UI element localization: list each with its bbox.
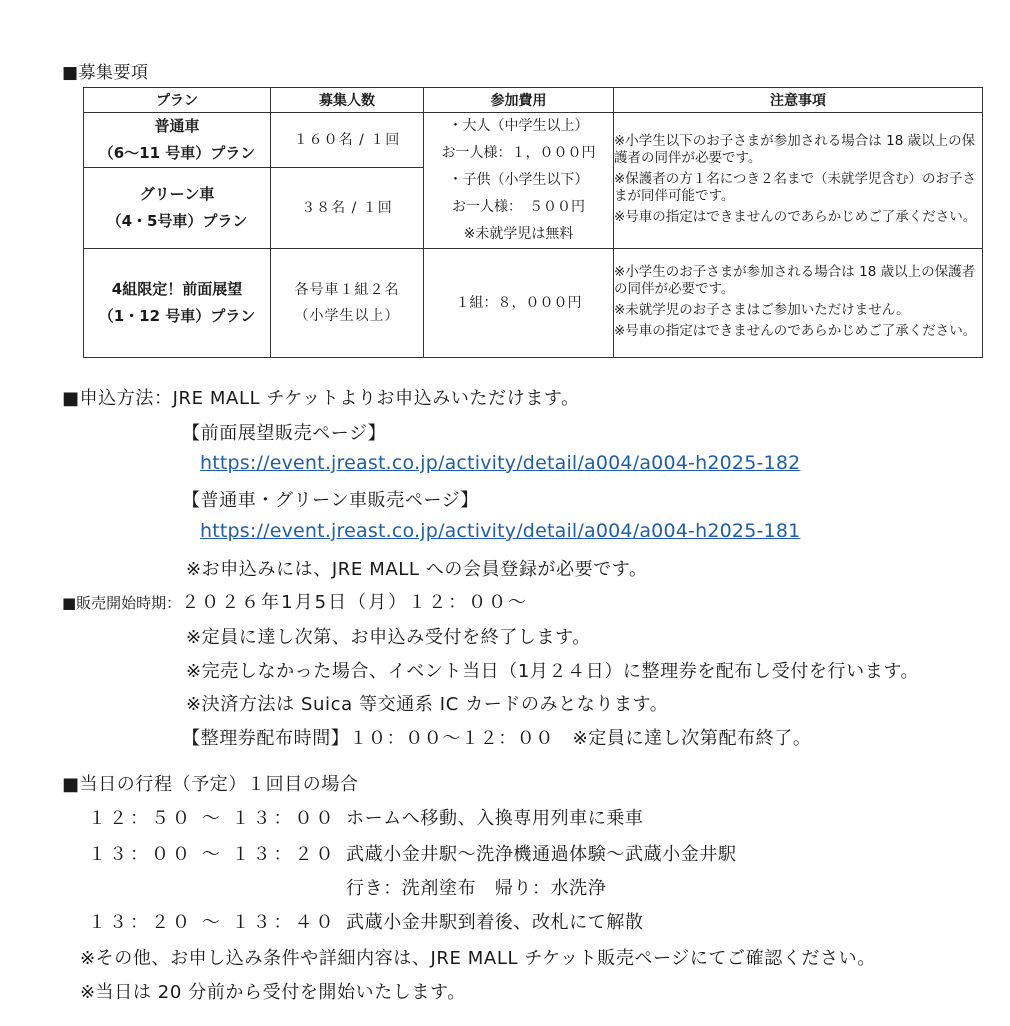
sales-heading <box>62 588 528 614</box>
table-row <box>84 113 983 168</box>
note-item: ※号車の指定はできませんのであらかじめご了承ください。 <box>614 209 977 225</box>
sales-heading-label: ■販売開始時期： <box>62 594 182 612</box>
schedule-desc: ホームへ移動、入換専用列車に乗車 <box>346 808 644 829</box>
plan-cell <box>84 113 271 168</box>
schedule-desc-detail: 行き：洗剤塗布 帰り：水洗浄 <box>346 878 607 899</box>
count-line: （小学生以上） <box>294 308 400 324</box>
fee-child-label: ・子供（小学生以下） <box>448 172 589 188</box>
column-header: 注意事項 <box>614 88 983 113</box>
schedule-time: １２：５０ ～ １３：００ <box>88 808 337 829</box>
count-line: 各号車１組２名 <box>294 282 400 298</box>
fee-note: ※未就学児は無料 <box>463 226 574 242</box>
column-header: 募集人数 <box>271 88 424 113</box>
front-view-page-label: 【前面展望販売ページ】 <box>182 423 387 444</box>
fee-child-price: お一人様： ５００円 <box>452 199 585 215</box>
fee-cell: １組：８，０００円 <box>424 249 614 358</box>
plan-name: 普通車 <box>154 117 200 136</box>
sales-note: ※決済方法は Suica 等交通系 IC カードのみとなります。 <box>186 694 669 715</box>
membership-note: ※お申込みには、JRE MALL への会員登録が必要です。 <box>186 559 648 580</box>
fee-cell <box>424 113 614 249</box>
application-heading: ■申込方法：JRE MALL チケットよりお申込みいただけます。 <box>62 388 580 409</box>
ticket-distribution-time: 【整理券配布時間】１０：００～１２：００ ※定員に達し次第配布終了。 <box>182 728 812 749</box>
note-item: ※小学生のお子さまが参加される場合は 18 歳以上の保護者の同伴が必要です。 <box>614 264 976 297</box>
fee-adult-price: お一人様：１，０００円 <box>441 145 596 161</box>
plan-cars: （6～11 号車）プラン <box>98 144 256 163</box>
column-header: プラン <box>84 88 271 113</box>
note-item: ※号車の指定はできませんのであらかじめご了承ください。 <box>614 323 977 339</box>
schedule-time: １３：００ ～ １３：２０ <box>88 844 337 865</box>
count-cell: ３８名 / １回 <box>271 168 424 249</box>
plan-cars: （4・5号車）プラン <box>106 212 248 231</box>
notes-cell <box>614 113 983 249</box>
column-header: 参加費用 <box>424 88 614 113</box>
plan-cell <box>84 168 271 249</box>
schedule-desc: 武蔵小金井駅到着後、改札にて解散 <box>346 912 644 933</box>
count-cell <box>271 249 424 358</box>
table-row <box>84 249 983 358</box>
table-header-row <box>84 88 983 113</box>
schedule-desc: 武蔵小金井駅～洗浄機通過体験～武蔵小金井駅 <box>346 844 737 865</box>
front-view-page-link[interactable]: https://event.jreast.co.jp/activity/detail/a004/a004-h2025-182 <box>200 452 801 474</box>
note-item: ※未就学児のお子さまはご参加いただけません。 <box>614 302 910 318</box>
normal-green-page-link[interactable]: https://event.jreast.co.jp/activity/detail/a004/a004-h2025-181 <box>200 520 801 542</box>
note-item: ※保護者の方１名につき２名まで（未就学児含む）のお子さまが同伴可能です。 <box>614 171 977 204</box>
plan-name: 4組限定！前面展望 <box>111 280 243 298</box>
count-cell: １６０名 / １回 <box>271 113 424 168</box>
schedule-time: １３：２０ ～ １３：４０ <box>88 912 337 933</box>
fee-adult-label: ・大人（中学生以上） <box>448 118 589 134</box>
footer-note: ※その他、お申し込み条件や詳細内容は、JRE MALL チケット販売ページにてご確認ください。 <box>80 948 876 969</box>
recruitment-heading: ■募集要項 <box>62 63 149 83</box>
note-item: ※小学生以下のお子さまが参加される場合は 18 歳以上の保護者の同伴が必要です。 <box>614 133 976 166</box>
recruitment-table <box>83 87 983 358</box>
sales-note: ※完売しなかった場合、イベント当日（1月２４日）に整理券を配布し受付を行います。 <box>186 661 920 682</box>
notes-cell <box>614 249 983 358</box>
plan-cell <box>84 249 271 358</box>
schedule-heading: ■当日の行程（予定）１回目の場合 <box>62 774 359 795</box>
plan-name: グリーン車 <box>139 185 215 204</box>
plan-cars: （1・12 号車）プラン <box>98 307 256 325</box>
footer-note: ※当日は 20 分前から受付を開始いたします。 <box>80 982 466 1003</box>
sales-note: ※定員に達し次第、お申込み受付を終了します。 <box>186 627 591 648</box>
sales-start-datetime: ２０２６年1月5日（月）１２：００～ <box>181 592 529 613</box>
normal-green-page-label: 【普通車・グリーン車販売ページ】 <box>182 490 479 511</box>
